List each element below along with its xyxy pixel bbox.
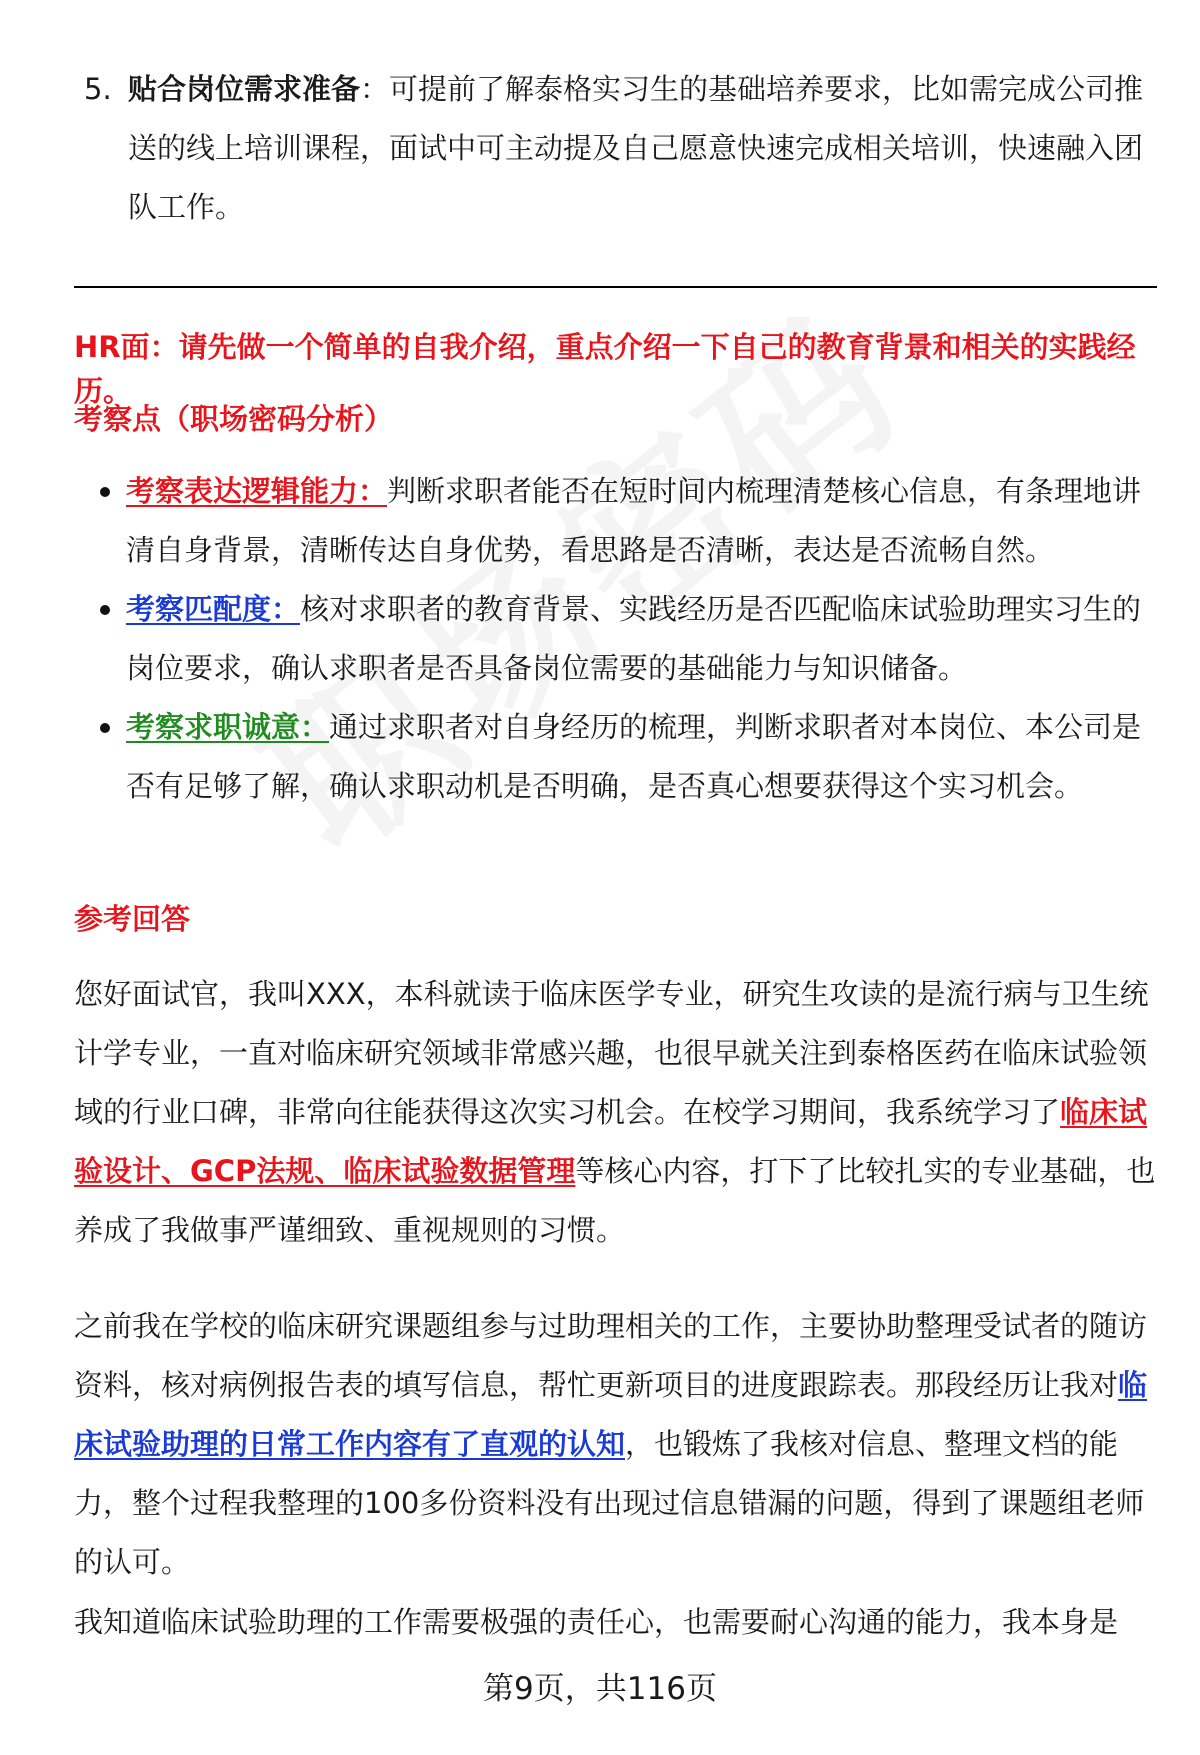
list-item-title: 贴合岗位需求准备 — [128, 72, 361, 106]
page-footer: 第9页，共116页 — [483, 1671, 717, 1707]
answer-text: 等核心内容，打下了比较扎实的专业基础，也养成了我做事严谨细致、重视规则的习惯。 — [74, 1154, 1156, 1247]
point-text: 判断求职者能否在短时间内梳理清楚核心信息，有条理地讲清自身背景，清晰传达自身优势，看思路是否清晰，表达是否流畅自然。 — [126, 474, 1142, 567]
answer-heading: 参考回答 — [74, 902, 191, 936]
answer-text: 您好面试官，我叫XXX，本科就读于临床医学专业，研究生攻读的是流行病与卫生统计学专业，一直对临床研究领域非常感兴趣，也很早就关注到泰格医药在临床试验领域的行业口碑，非常向往能获得这次实习机会。在校学习期间，我系统学习了 — [74, 977, 1149, 1129]
point-item — [100, 462, 1150, 580]
answer-highlight: 临床试验设计、GCP法规、临床试验数据管理 — [74, 1095, 1148, 1188]
answer-text: ，也锻炼了我核对信息、整理文档的能力，整个过程我整理的100多份资料没有出现过信息错漏的问题，得到了课题组老师的认可。 — [74, 1427, 1145, 1579]
answer-paragraph-2 — [74, 1297, 1156, 1592]
question-title: HR面：请先做一个简单的自我介绍，重点介绍一下自己的教育背景和相关的实践经历。 — [74, 330, 1136, 408]
list-number: 5. — [84, 72, 112, 106]
answer-highlight: 临床试验助理的日常工作内容有了直观的认知 — [74, 1368, 1148, 1461]
point-text: 核对求职者的教育背景、实践经历是否匹配临床试验助理实习生的岗位要求，确认求职者是否具备岗位需要的基础能力与知识储备。 — [126, 592, 1142, 685]
answer-paragraph-1 — [74, 965, 1156, 1260]
point-label: 考察求职诚意： — [126, 710, 330, 744]
point-text: 通过求职者对自身经历的梳理，判断求职者对本岗位、本公司是否有足够了解，确认求职动机是否明确，是否真心想要获得这个实习机会。 — [126, 710, 1142, 803]
point-item — [100, 698, 1150, 816]
bullet-dot — [100, 723, 110, 733]
divider — [74, 286, 1157, 288]
answer-paragraph-3: 我知道临床试验助理的工作需要极强的责任心，也需要耐心沟通的能力，我本身是 — [74, 1605, 1119, 1639]
answer-text: 之前我在学校的临床研究课题组参与过助理相关的工作，主要协助整理受试者的随访资料，核对病例报告表的填写信息，帮忙更新项目的进度跟踪表。那段经历让我对 — [74, 1309, 1148, 1402]
points-heading: 考察点（职场密码分析） — [74, 402, 394, 436]
bullet-dot — [100, 605, 110, 615]
point-label: 考察匹配度： — [126, 592, 301, 626]
point-item — [100, 580, 1150, 698]
bullet-dot — [100, 487, 110, 497]
list-item-5 — [74, 60, 1150, 237]
list-item-text: ：可提前了解泰格实习生的基础培养要求，比如需完成公司推送的线上培训课程，面试中可主动提及自己愿意快速完成相关培训，快速融入团队工作。 — [128, 72, 1144, 224]
point-label: 考察表达逻辑能力： — [126, 474, 388, 508]
